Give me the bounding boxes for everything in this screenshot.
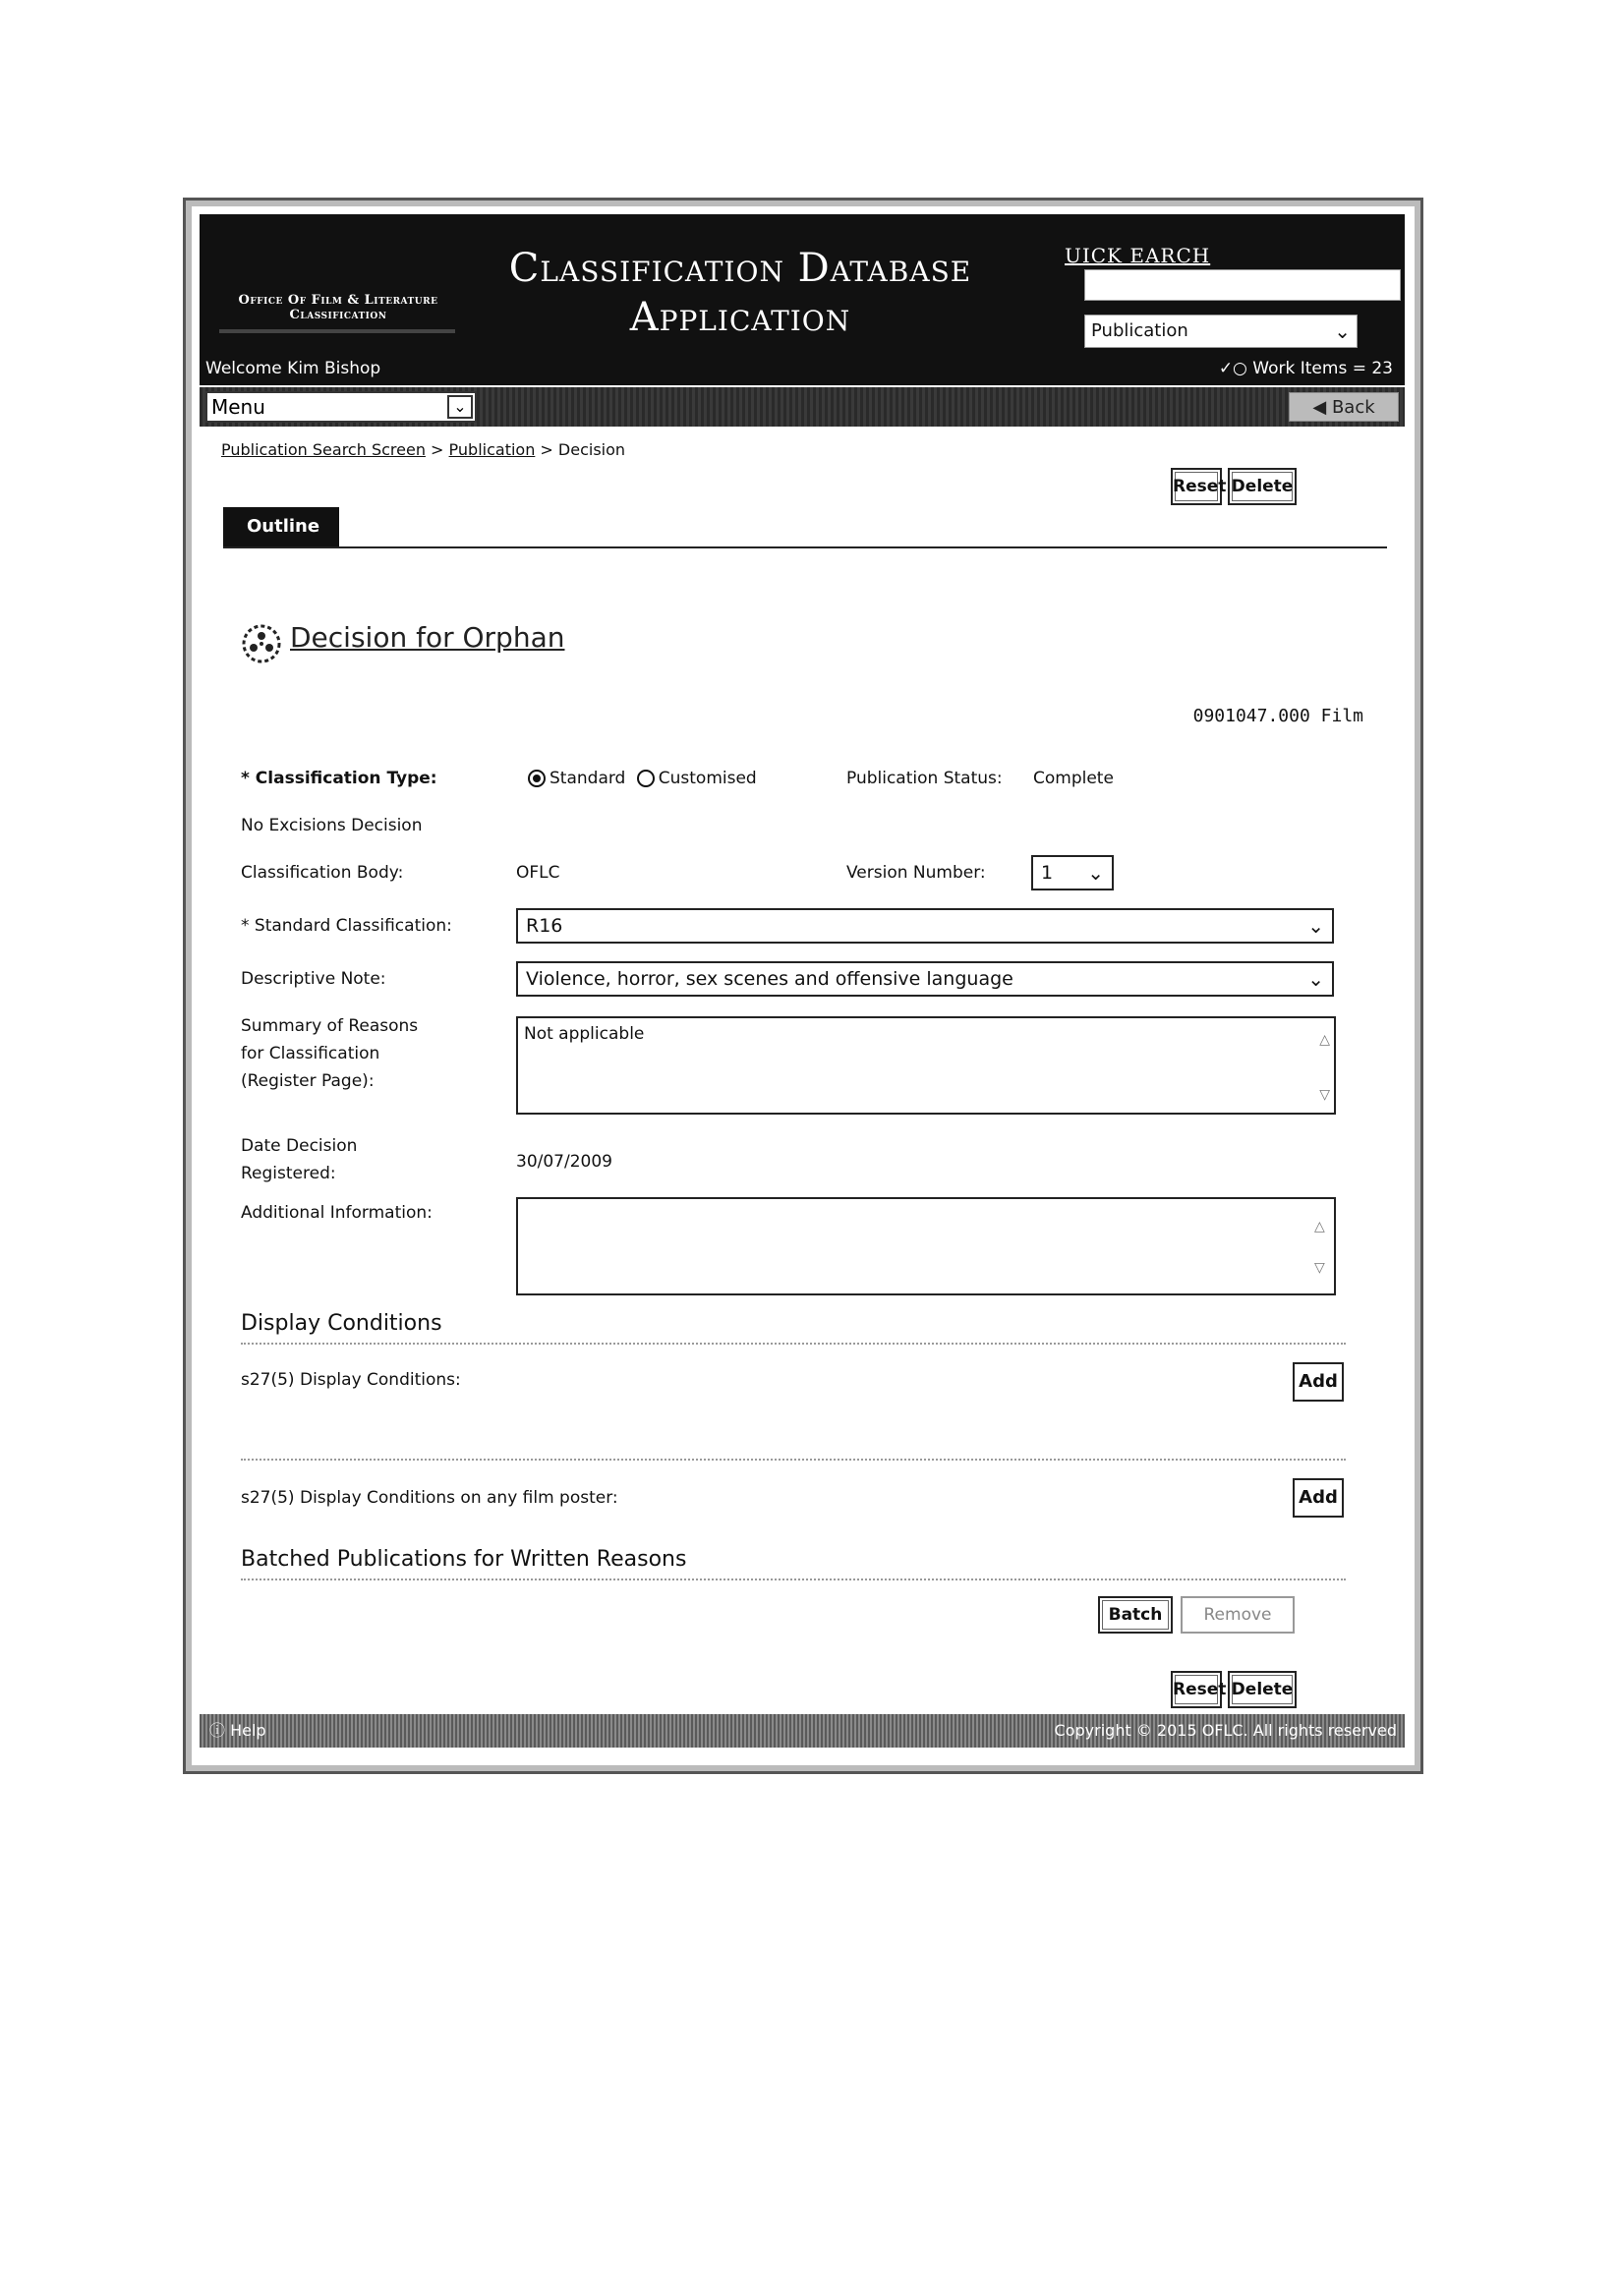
radio-selected-icon [528, 770, 546, 787]
summary-reasons-value: Not applicable [524, 1024, 645, 1044]
tab-divider [223, 546, 1387, 548]
chevron-down-icon: ⌄ [447, 395, 473, 419]
page-title: Decision for Orphan [290, 621, 565, 654]
s27-poster-conditions-label: s27(5) Display Conditions on any film poster: [241, 1488, 618, 1508]
chevron-down-icon: ⌄ [1307, 967, 1324, 991]
additional-info-textarea[interactable] [516, 1197, 1336, 1295]
app-title-line2: Application [629, 295, 851, 340]
standard-classification-value: R16 [526, 915, 563, 937]
section-divider [241, 1343, 1346, 1345]
quick-search-type-select[interactable] [1084, 315, 1358, 348]
radio-customised[interactable] [637, 769, 757, 788]
add-display-condition-button[interactable]: Add [1293, 1362, 1344, 1402]
app-header [200, 214, 1405, 352]
breadcrumb-separator: > [425, 440, 449, 459]
batch-button[interactable]: Batch [1098, 1596, 1173, 1634]
breadcrumb-publication[interactable]: Publication [448, 440, 536, 459]
version-number-label: Version Number: [846, 863, 986, 883]
section-divider [241, 1578, 1346, 1580]
help-icon: ⓘ [209, 1721, 226, 1740]
descriptive-note-select[interactable] [516, 961, 1334, 997]
summary-reasons-textarea[interactable] [516, 1016, 1336, 1115]
menu-select-value: Menu [211, 395, 265, 419]
breadcrumb [221, 440, 625, 459]
summary-label-line1: Summary of Reasons [241, 1016, 419, 1036]
summary-reasons-label [241, 1012, 418, 1095]
delete-button-top[interactable]: Delete [1228, 468, 1297, 505]
radio-customised-label: Customised [658, 769, 757, 788]
quick-search-link[interactable]: UICK EARCH [1065, 244, 1211, 267]
standard-classification-select[interactable] [516, 908, 1334, 944]
copyright-text: Copyright © 2015 OFLC. All rights reserved [1054, 1721, 1397, 1740]
breadcrumb-publication-search[interactable]: Publication Search Screen [221, 440, 426, 459]
chevron-down-icon: ⌄ [1307, 914, 1324, 938]
help-label: Help [230, 1721, 266, 1740]
work-items-link[interactable] [1219, 352, 1393, 385]
arrow-left-icon: ◀ [1312, 397, 1327, 418]
standard-classification-label: * Standard Classification: [241, 916, 452, 936]
app-title-line1: Classification Database [508, 246, 972, 291]
work-items-count: Work Items = 23 [1252, 359, 1393, 378]
welcome-text: Welcome Kim Bishop [205, 359, 381, 378]
additional-info-label: Additional Information: [241, 1203, 433, 1223]
display-conditions-title: Display Conditions [241, 1311, 442, 1336]
summary-label-line2: for Classification [241, 1044, 380, 1063]
status-bar [200, 352, 1405, 385]
menu-select[interactable] [205, 391, 477, 423]
radio-unselected-icon [637, 770, 655, 787]
publication-status-value: Complete [1033, 769, 1114, 788]
section-divider [241, 1459, 1346, 1461]
tab-outline[interactable]: Outline [223, 507, 339, 546]
classification-body-label: Classification Body: [241, 863, 404, 883]
classification-type-label: * Classification Type: [241, 769, 437, 788]
office-name-line1: Office Of Film & Literature [238, 293, 438, 308]
radio-standard-label: Standard [550, 769, 626, 788]
breadcrumb-separator: > [535, 440, 558, 459]
descriptive-note-label: Descriptive Note: [241, 969, 386, 989]
reset-button-bottom[interactable]: Reset [1171, 1671, 1222, 1708]
publication-status-label: Publication Status: [846, 769, 1003, 788]
office-name-line2: Classification [289, 308, 387, 322]
menu-bar [200, 387, 1405, 427]
app-footer [200, 1714, 1405, 1748]
scroll-down-icon[interactable]: ▽ [1319, 1087, 1330, 1103]
scroll-up-icon[interactable]: △ [1319, 1032, 1330, 1048]
date-label-line2: Registered: [241, 1164, 336, 1183]
add-poster-condition-button[interactable]: Add [1293, 1478, 1344, 1518]
help-link[interactable] [209, 1714, 266, 1748]
remove-button[interactable]: Remove [1181, 1596, 1295, 1634]
batched-publications-title: Batched Publications for Written Reasons [241, 1547, 687, 1572]
radio-standard[interactable] [528, 769, 625, 788]
version-number-select[interactable] [1031, 855, 1114, 890]
classification-type-radios [528, 765, 757, 792]
publication-id: 0901047.000 Film [1192, 706, 1363, 726]
delete-button-bottom[interactable]: Delete [1228, 1671, 1297, 1708]
back-button-label: Back [1331, 397, 1375, 418]
film-reel-icon [237, 619, 286, 668]
date-decision-value: 30/07/2009 [516, 1152, 612, 1172]
quick-search-input[interactable] [1084, 269, 1401, 301]
application-window [183, 198, 1423, 1774]
app-title [485, 244, 996, 342]
date-decision-label [241, 1132, 357, 1187]
scroll-down-icon[interactable]: ▽ [1314, 1260, 1325, 1276]
version-number-value: 1 [1041, 862, 1054, 884]
date-label-line1: Date Decision [241, 1136, 358, 1156]
office-logo [205, 293, 471, 322]
chevron-down-icon: ⌄ [1334, 319, 1351, 343]
logo-underline [219, 329, 455, 333]
no-excisions-text: No Excisions Decision [241, 816, 423, 835]
breadcrumb-current: Decision [557, 440, 626, 459]
summary-label-line3: (Register Page): [241, 1071, 375, 1091]
s27-display-conditions-label: s27(5) Display Conditions: [241, 1370, 461, 1390]
check-circle-icon: ✓○ [1218, 359, 1247, 378]
back-button[interactable] [1289, 392, 1399, 422]
scroll-up-icon[interactable]: △ [1314, 1219, 1325, 1234]
classification-body-value: OFLC [516, 863, 560, 883]
chevron-down-icon: ⌄ [1087, 861, 1104, 885]
descriptive-note-value: Violence, horror, sex scenes and offensive language [526, 968, 1013, 990]
quick-search-type-value: Publication [1091, 320, 1188, 341]
reset-button-top[interactable]: Reset [1171, 468, 1222, 505]
